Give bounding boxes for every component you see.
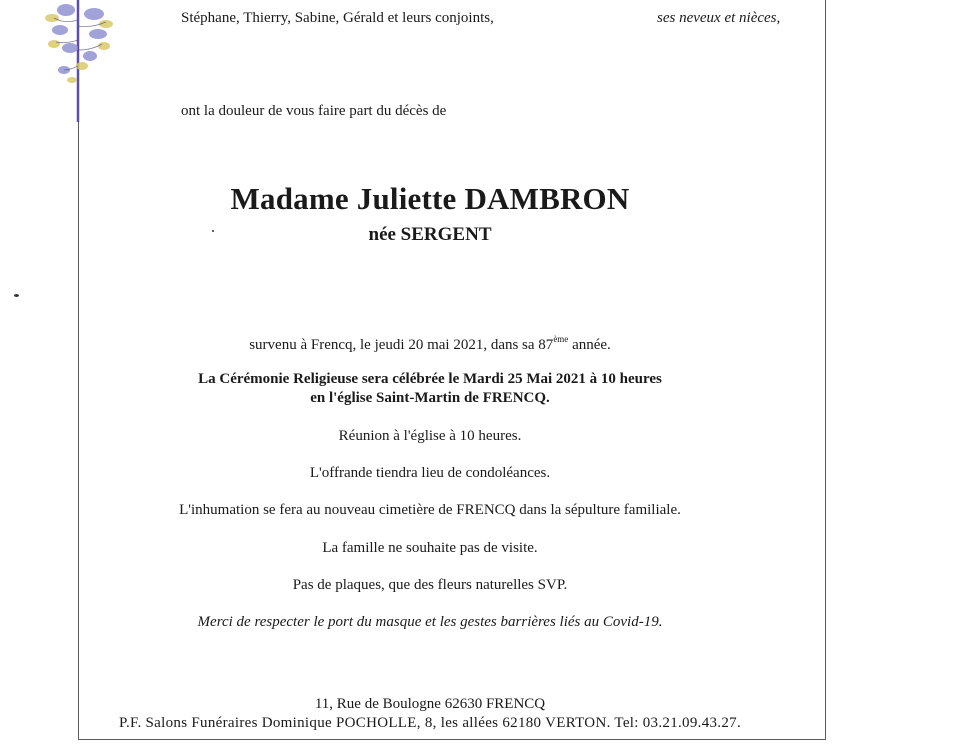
- funeral-home: P.F. Salons Funéraires Dominique POCHOLLE, 8, les allées 62180 VERTON. Tel: 03.21.09.43.27.: [118, 715, 742, 731]
- family-names: Stéphane, Thierry, Sabine, Gérald et leurs conjoints,: [181, 10, 494, 26]
- ceremony-line-2: en l'église Saint-Martin de FRENCQ.: [310, 390, 550, 406]
- covid-note: Merci de respecter le port du masque et les gestes barrières liés au Covid-19.: [197, 614, 663, 630]
- ordinal-suffix: ème: [553, 334, 569, 344]
- detail-reunion: Réunion à l'église à 10 heures.: [338, 428, 522, 444]
- deceased-name: Madame Juliette DAMBRON: [230, 181, 630, 216]
- relation-label: ses neveux et nièces,: [657, 10, 781, 26]
- birth-name: née SERGENT: [368, 224, 492, 245]
- death-text: survenu à Frencq, le jeudi 20 mai 2021, dans sa 87: [249, 337, 554, 353]
- scan-speck: [212, 230, 214, 232]
- intro-text: ont la douleur de vous faire part du décès de: [181, 103, 447, 119]
- death-notice: [0, 334, 860, 354]
- flower-decoration-icon: [24, 0, 134, 125]
- detail-offrande: L'offrande tiendra lieu de condoléances.: [309, 465, 551, 481]
- detail-fleurs: Pas de plaques, que des fleurs naturelles SVP.: [292, 577, 568, 593]
- scan-speck: [14, 294, 19, 297]
- death-text-end: année.: [572, 337, 611, 353]
- address: 11, Rue de Boulogne 62630 FRENCQ: [314, 696, 546, 712]
- detail-inhumation: L'inhumation se fera au nouveau cimetière de FRENCQ dans la sépulture familiale.: [179, 502, 681, 518]
- ceremony-line-1: La Cérémonie Religieuse sera célébrée le Mardi 25 Mai 2021 à 10 heures: [198, 371, 662, 387]
- detail-visite: La famille ne souhaite pas de visite.: [322, 540, 538, 556]
